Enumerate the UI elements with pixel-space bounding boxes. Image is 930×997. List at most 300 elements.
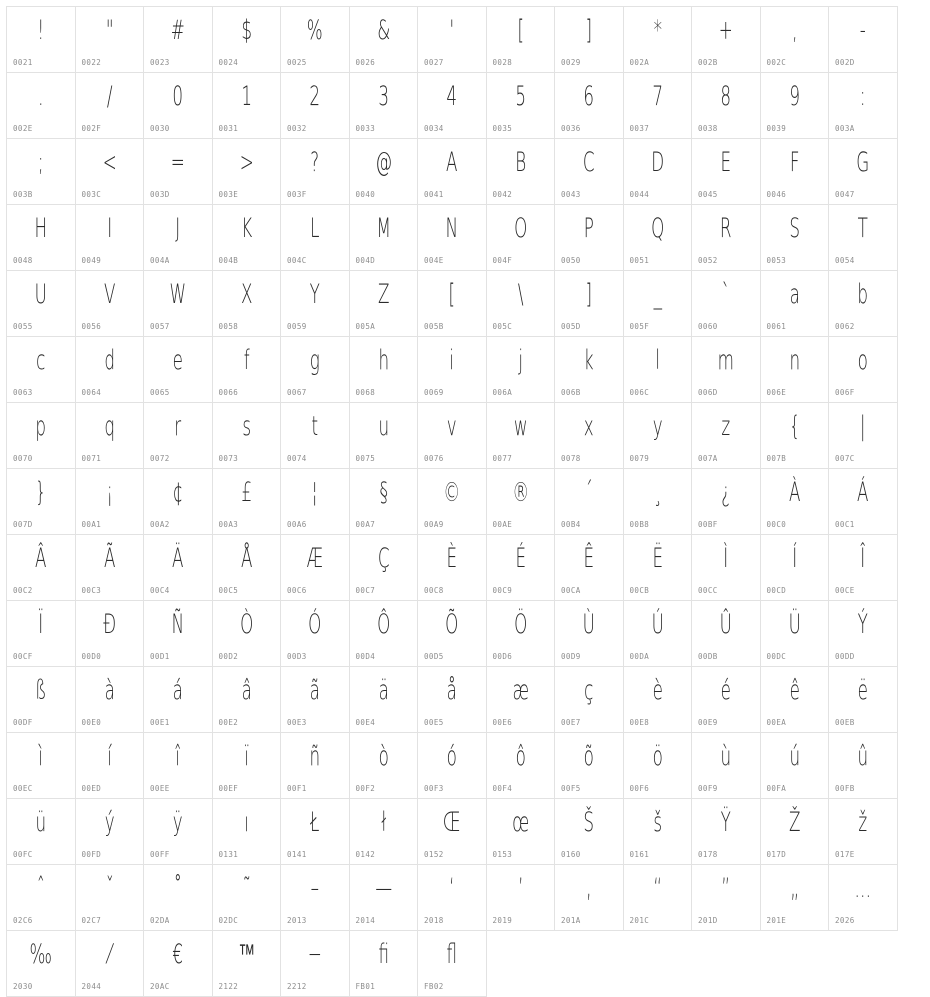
glyph-cell[interactable]: [76, 601, 145, 667]
glyph-character: ÿ: [172, 807, 183, 838]
glyph-cell[interactable]: [829, 667, 898, 733]
glyph-character: Õ: [445, 609, 459, 640]
glyph-cell[interactable]: [829, 73, 898, 139]
glyph-character: ý: [104, 807, 115, 838]
glyph-cell[interactable]: [7, 205, 76, 271]
glyph-cell[interactable]: [281, 139, 350, 205]
glyph-cell[interactable]: [76, 7, 145, 73]
glyph-cell[interactable]: [624, 271, 693, 337]
glyph-cell[interactable]: [281, 7, 350, 73]
glyph-codepoint: 00A2: [150, 520, 170, 529]
glyph-character: ,: [791, 15, 797, 46]
glyph-cell[interactable]: [7, 139, 76, 205]
glyph-cell[interactable]: [76, 799, 145, 865]
glyph-cell[interactable]: [7, 73, 76, 139]
glyph-cell[interactable]: [624, 205, 693, 271]
glyph-codepoint: 0065: [150, 388, 170, 397]
glyph-cell[interactable]: [418, 271, 487, 337]
glyph-codepoint: 0053: [766, 256, 787, 265]
glyph-cell[interactable]: [350, 7, 419, 73]
glyph-cell[interactable]: [213, 337, 282, 403]
glyph-character: œ: [511, 807, 529, 838]
glyph-cell[interactable]: [76, 73, 145, 139]
glyph-cell[interactable]: [7, 733, 76, 799]
glyph-cell[interactable]: [555, 337, 624, 403]
glyph-cell[interactable]: [487, 667, 556, 733]
glyph-cell[interactable]: [692, 535, 761, 601]
glyph-cell[interactable]: [213, 73, 282, 139]
glyph-cell[interactable]: [7, 535, 76, 601]
glyph-cell[interactable]: [350, 139, 419, 205]
glyph-cell[interactable]: [281, 601, 350, 667]
glyph-cell[interactable]: [624, 733, 693, 799]
glyph-cell[interactable]: [418, 7, 487, 73]
glyph-character: è: [652, 675, 663, 706]
glyph-cell[interactable]: [213, 403, 282, 469]
glyph-character: N: [445, 213, 459, 244]
glyph-cell[interactable]: [7, 667, 76, 733]
glyph-cell[interactable]: [7, 469, 76, 535]
glyph-cell[interactable]: [761, 667, 830, 733]
glyph-cell[interactable]: [144, 271, 213, 337]
glyph-codepoint: 20AC: [150, 982, 170, 991]
glyph-character: 2: [309, 81, 321, 112]
glyph-cell[interactable]: [144, 865, 213, 931]
glyph-character: ô: [515, 741, 526, 772]
glyph-cell[interactable]: [7, 271, 76, 337]
glyph-cell[interactable]: [624, 73, 693, 139]
glyph-cell[interactable]: [761, 865, 830, 931]
glyph-codepoint: 0071: [81, 454, 102, 463]
glyph-cell[interactable]: [555, 139, 624, 205]
glyph-character: ¢: [172, 477, 184, 508]
glyph-cell[interactable]: [350, 469, 419, 535]
glyph-character: d: [103, 345, 115, 376]
glyph-cell[interactable]: [144, 337, 213, 403]
glyph-character: \: [517, 279, 524, 310]
glyph-codepoint: 0049: [81, 256, 102, 265]
glyph-codepoint: 0038: [698, 124, 718, 133]
glyph-cell[interactable]: [350, 865, 419, 931]
glyph-cell[interactable]: [350, 271, 419, 337]
glyph-cell[interactable]: [555, 271, 624, 337]
glyph-cell[interactable]: [281, 403, 350, 469]
glyph-cell[interactable]: [76, 403, 145, 469]
glyph-character: ¿: [721, 477, 731, 508]
glyph-codepoint: 003C: [81, 190, 102, 199]
glyph-codepoint: 201A: [561, 916, 581, 925]
glyph-cell[interactable]: [555, 865, 624, 931]
glyph-cell[interactable]: [144, 535, 213, 601]
glyph-cell[interactable]: [692, 733, 761, 799]
glyph-cell[interactable]: [213, 733, 282, 799]
glyph-codepoint: 0029: [561, 58, 581, 67]
glyph-cell[interactable]: [829, 337, 898, 403]
glyph-codepoint: 002C: [766, 58, 787, 67]
glyph-character: ü: [35, 807, 47, 838]
glyph-codepoint: 00A7: [355, 520, 376, 529]
glyph-codepoint: 007C: [835, 454, 855, 463]
glyph-codepoint: 0161: [629, 850, 650, 859]
glyph-cell[interactable]: [350, 403, 419, 469]
glyph-codepoint: 0032: [287, 124, 307, 133]
glyph-cell[interactable]: [350, 601, 419, 667]
glyph-character: ç: [584, 675, 594, 706]
glyph-cell[interactable]: [144, 139, 213, 205]
glyph-cell[interactable]: [761, 403, 830, 469]
glyph-character: B: [514, 147, 526, 178]
glyph-cell[interactable]: [213, 931, 282, 997]
glyph-codepoint: 00EB: [835, 718, 855, 727]
glyph-character: ﬂ: [446, 939, 458, 970]
glyph-codepoint: 00E0: [81, 718, 102, 727]
glyph-cell[interactable]: [281, 799, 350, 865]
glyph-cell[interactable]: [487, 799, 556, 865]
glyph-cell[interactable]: [7, 799, 76, 865]
glyph-cell[interactable]: [144, 7, 213, 73]
glyph-cell[interactable]: [144, 667, 213, 733]
glyph-character: ˆ: [36, 873, 45, 904]
glyph-cell[interactable]: [213, 7, 282, 73]
glyph-character: Á: [857, 477, 869, 508]
glyph-codepoint: 0131: [218, 850, 239, 859]
glyph-cell[interactable]: [487, 337, 556, 403]
glyph-codepoint: 00C5: [218, 586, 239, 595]
glyph-character: k: [583, 345, 594, 376]
glyph-cell[interactable]: [7, 865, 76, 931]
glyph-character: ": [105, 15, 114, 46]
glyph-cell[interactable]: [213, 601, 282, 667]
glyph-cell[interactable]: [281, 73, 350, 139]
glyph-character: Ł: [310, 807, 320, 838]
glyph-codepoint: 0074: [287, 454, 307, 463]
glyph-character: “: [652, 873, 662, 904]
glyph-cell[interactable]: [624, 469, 693, 535]
glyph-cell[interactable]: [487, 73, 556, 139]
glyph-cell[interactable]: [281, 337, 350, 403]
glyph-cell[interactable]: [487, 139, 556, 205]
glyph-cell[interactable]: [144, 601, 213, 667]
glyph-codepoint: 00F9: [698, 784, 718, 793]
glyph-cell[interactable]: [829, 139, 898, 205]
glyph-cell[interactable]: [761, 601, 830, 667]
glyph-cell[interactable]: [281, 535, 350, 601]
glyph-cell[interactable]: [213, 667, 282, 733]
glyph-codepoint: 002D: [835, 58, 855, 67]
glyph-cell[interactable]: [76, 271, 145, 337]
glyph-cell[interactable]: [213, 205, 282, 271]
glyph-character: ê: [789, 675, 800, 706]
glyph-cell[interactable]: [144, 733, 213, 799]
glyph-cell[interactable]: [829, 469, 898, 535]
glyph-cell[interactable]: [76, 865, 145, 931]
glyph-cell[interactable]: [76, 469, 145, 535]
glyph-codepoint: 201E: [766, 916, 787, 925]
glyph-cell[interactable]: [761, 535, 830, 601]
glyph-codepoint: 0026: [355, 58, 376, 67]
glyph-cell[interactable]: [418, 469, 487, 535]
glyph-cell[interactable]: [281, 931, 350, 997]
glyph-cell[interactable]: [487, 205, 556, 271]
glyph-cell[interactable]: [76, 535, 145, 601]
glyph-cell[interactable]: [418, 403, 487, 469]
glyph-codepoint: 02C7: [81, 916, 102, 925]
glyph-cell[interactable]: [692, 469, 761, 535]
glyph-cell[interactable]: [487, 601, 556, 667]
glyph-character: ⁄: [107, 939, 111, 970]
glyph-cell[interactable]: [829, 601, 898, 667]
glyph-cell[interactable]: [555, 667, 624, 733]
glyph-cell[interactable]: [418, 931, 487, 997]
glyph-cell[interactable]: [418, 733, 487, 799]
glyph-cell[interactable]: [144, 469, 213, 535]
glyph-codepoint: 00D6: [492, 652, 513, 661]
glyph-character: W: [169, 279, 187, 310]
glyph-cell[interactable]: [624, 535, 693, 601]
glyph-cell[interactable]: [761, 139, 830, 205]
glyph-cell[interactable]: [418, 337, 487, 403]
glyph-cell[interactable]: [692, 271, 761, 337]
glyph-character: t: [311, 411, 319, 442]
glyph-cell-empty: [829, 931, 898, 997]
glyph-character: 7: [651, 81, 663, 112]
glyph-cell[interactable]: [418, 601, 487, 667]
glyph-cell[interactable]: [350, 667, 419, 733]
glyph-cell[interactable]: [418, 73, 487, 139]
glyph-codepoint: 007B: [766, 454, 787, 463]
glyph-codepoint: 006D: [698, 388, 718, 397]
glyph-character: ¸: [653, 477, 662, 508]
glyph-character: %: [306, 15, 323, 46]
glyph-codepoint: 2019: [492, 916, 513, 925]
glyph-character: Í: [791, 543, 797, 574]
glyph-codepoint: 00F1: [287, 784, 307, 793]
glyph-cell[interactable]: [144, 205, 213, 271]
glyph-cell[interactable]: [350, 799, 419, 865]
glyph-cell[interactable]: [7, 337, 76, 403]
glyph-codepoint: 00F5: [561, 784, 581, 793]
glyph-cell[interactable]: [281, 469, 350, 535]
glyph-codepoint: 00F2: [355, 784, 376, 793]
glyph-codepoint: 00C3: [81, 586, 102, 595]
glyph-codepoint: 0040: [355, 190, 376, 199]
glyph-cell[interactable]: [350, 205, 419, 271]
glyph-cell[interactable]: [829, 271, 898, 337]
glyph-character: ´: [584, 477, 593, 508]
glyph-cell[interactable]: [281, 733, 350, 799]
glyph-codepoint: 006C: [629, 388, 650, 397]
glyph-cell[interactable]: [350, 733, 419, 799]
glyph-codepoint: 0078: [561, 454, 581, 463]
glyph-codepoint: 0067: [287, 388, 307, 397]
glyph-cell[interactable]: [761, 733, 830, 799]
glyph-codepoint: 00FC: [13, 850, 33, 859]
glyph-cell[interactable]: [144, 799, 213, 865]
glyph-cell[interactable]: [624, 7, 693, 73]
glyph-cell[interactable]: [487, 271, 556, 337]
glyph-cell[interactable]: [76, 139, 145, 205]
glyph-cell[interactable]: [829, 205, 898, 271]
glyph-codepoint: 201D: [698, 916, 718, 925]
glyph-cell[interactable]: [7, 403, 76, 469]
glyph-cell[interactable]: [350, 73, 419, 139]
glyph-cell[interactable]: [624, 865, 693, 931]
glyph-cell[interactable]: [761, 271, 830, 337]
glyph-cell[interactable]: [692, 139, 761, 205]
glyph-codepoint: 003E: [218, 190, 239, 199]
glyph-cell[interactable]: [692, 865, 761, 931]
glyph-codepoint: 00D9: [561, 652, 581, 661]
glyph-character: [: [448, 279, 456, 310]
glyph-cell[interactable]: [487, 7, 556, 73]
glyph-character: Ê: [583, 543, 595, 574]
glyph-cell[interactable]: [829, 865, 898, 931]
glyph-cell[interactable]: [213, 535, 282, 601]
glyph-character: Ì: [723, 543, 729, 574]
glyph-cell[interactable]: [487, 469, 556, 535]
glyph-cell[interactable]: [555, 205, 624, 271]
glyph-cell[interactable]: [76, 931, 145, 997]
glyph-character: ?: [310, 147, 320, 178]
glyph-cell[interactable]: [487, 403, 556, 469]
glyph-cell[interactable]: [829, 799, 898, 865]
glyph-cell[interactable]: [76, 733, 145, 799]
glyph-codepoint: 00E8: [629, 718, 650, 727]
glyph-cell[interactable]: [7, 601, 76, 667]
glyph-codepoint: 0028: [492, 58, 513, 67]
glyph-cell[interactable]: [7, 931, 76, 997]
glyph-cell[interactable]: [761, 73, 830, 139]
glyph-cell[interactable]: [761, 7, 830, 73]
glyph-codepoint: 00D3: [287, 652, 307, 661]
glyph-codepoint: 0070: [13, 454, 33, 463]
glyph-character: í: [106, 741, 112, 772]
glyph-cell[interactable]: [350, 337, 419, 403]
glyph-cell[interactable]: [281, 271, 350, 337]
glyph-cell[interactable]: [624, 799, 693, 865]
glyph-cell[interactable]: [350, 931, 419, 997]
glyph-codepoint: 0042: [492, 190, 513, 199]
glyph-character: 8: [720, 81, 732, 112]
glyph-cell[interactable]: [624, 601, 693, 667]
glyph-cell[interactable]: [281, 667, 350, 733]
glyph-cell[interactable]: [692, 667, 761, 733]
glyph-codepoint: 0035: [492, 124, 513, 133]
glyph-cell[interactable]: [555, 535, 624, 601]
glyph-cell[interactable]: [829, 403, 898, 469]
glyph-cell[interactable]: [624, 139, 693, 205]
glyph-cell[interactable]: [144, 403, 213, 469]
glyph-cell[interactable]: [692, 403, 761, 469]
glyph-codepoint: 201C: [629, 916, 650, 925]
glyph-cell[interactable]: [555, 733, 624, 799]
glyph-codepoint: 002A: [629, 58, 650, 67]
glyph-cell[interactable]: [418, 865, 487, 931]
glyph-cell[interactable]: [213, 865, 282, 931]
glyph-codepoint: 0064: [81, 388, 102, 397]
glyph-cell[interactable]: [418, 139, 487, 205]
glyph-cell[interactable]: [418, 799, 487, 865]
glyph-codepoint: 0060: [698, 322, 718, 331]
glyph-cell[interactable]: [144, 931, 213, 997]
glyph-cell[interactable]: [418, 205, 487, 271]
glyph-cell[interactable]: [761, 205, 830, 271]
glyph-character: ë: [857, 675, 868, 706]
glyph-cell[interactable]: [624, 337, 693, 403]
glyph-cell[interactable]: [555, 601, 624, 667]
glyph-cell[interactable]: [555, 469, 624, 535]
glyph-cell[interactable]: [761, 337, 830, 403]
glyph-character: ä: [378, 675, 389, 706]
glyph-cell[interactable]: [418, 535, 487, 601]
glyph-cell[interactable]: [692, 337, 761, 403]
glyph-cell[interactable]: [692, 799, 761, 865]
glyph-cell[interactable]: [487, 733, 556, 799]
glyph-character: Ö: [513, 609, 527, 640]
glyph-cell[interactable]: [281, 205, 350, 271]
glyph-codepoint: 02C6: [13, 916, 33, 925]
glyph-cell[interactable]: [487, 535, 556, 601]
glyph-cell[interactable]: [213, 799, 282, 865]
glyph-cell[interactable]: [624, 403, 693, 469]
glyph-codepoint: 005A: [355, 322, 376, 331]
glyph-codepoint: 0063: [13, 388, 33, 397]
glyph-cell[interactable]: [829, 7, 898, 73]
glyph-codepoint: 004A: [150, 256, 170, 265]
glyph-cell[interactable]: [692, 73, 761, 139]
glyph-cell[interactable]: [829, 535, 898, 601]
glyph-character: F: [789, 147, 800, 178]
glyph-cell[interactable]: [692, 205, 761, 271]
glyph-cell[interactable]: [487, 865, 556, 931]
glyph-cell[interactable]: [213, 271, 282, 337]
glyph-codepoint: 006F: [835, 388, 855, 397]
glyph-character: …: [854, 873, 872, 904]
glyph-codepoint: 00BF: [698, 520, 718, 529]
glyph-cell[interactable]: [692, 7, 761, 73]
glyph-cell[interactable]: [624, 667, 693, 733]
glyph-cell[interactable]: [555, 799, 624, 865]
glyph-cell[interactable]: [555, 403, 624, 469]
glyph-cell[interactable]: [213, 139, 282, 205]
glyph-cell[interactable]: [761, 469, 830, 535]
glyph-cell[interactable]: [144, 73, 213, 139]
glyph-codepoint: 00CF: [13, 652, 33, 661]
glyph-cell[interactable]: [418, 667, 487, 733]
glyph-cell[interactable]: [761, 799, 830, 865]
glyph-cell[interactable]: [281, 865, 350, 931]
glyph-cell[interactable]: [76, 337, 145, 403]
glyph-character: Ï: [38, 609, 44, 640]
glyph-character: ﬁ: [377, 939, 389, 970]
glyph-cell[interactable]: [213, 469, 282, 535]
glyph-cell[interactable]: [76, 205, 145, 271]
glyph-character: ı: [243, 807, 249, 838]
glyph-cell[interactable]: [692, 601, 761, 667]
glyph-cell[interactable]: [555, 73, 624, 139]
glyph-character: ]: [585, 279, 593, 310]
glyph-cell[interactable]: [350, 535, 419, 601]
glyph-character: ï: [243, 741, 249, 772]
glyph-cell[interactable]: [76, 667, 145, 733]
glyph-cell[interactable]: [555, 7, 624, 73]
glyph-character: z: [721, 411, 731, 442]
glyph-character: &: [376, 15, 390, 46]
glyph-character: `: [721, 279, 730, 310]
glyph-cell[interactable]: [7, 7, 76, 73]
glyph-cell[interactable]: [829, 733, 898, 799]
glyph-character: R: [719, 213, 732, 244]
